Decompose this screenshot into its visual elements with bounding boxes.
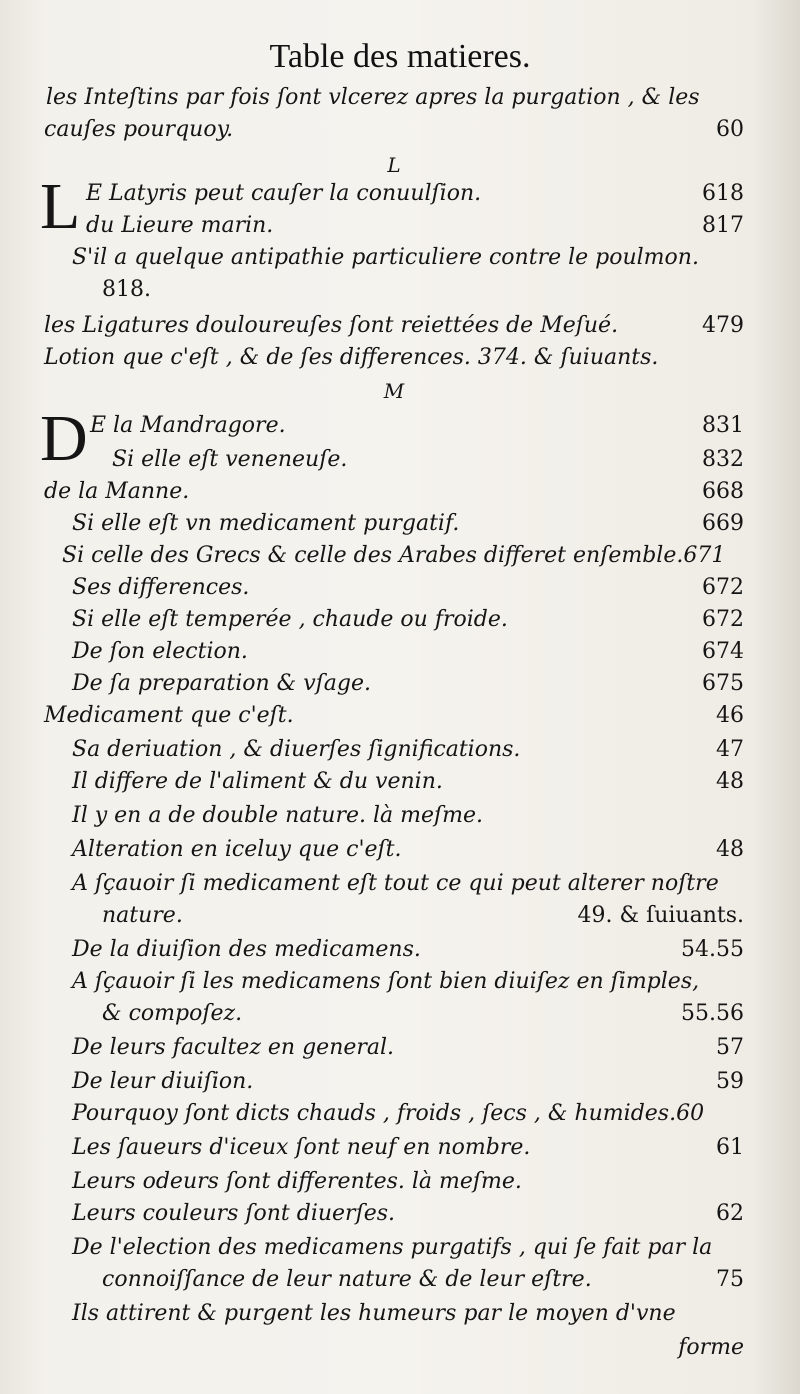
index-entry <box>44 1098 744 1130</box>
entry-page-number: 75 <box>716 1267 744 1292</box>
index-entry <box>44 636 744 668</box>
entry-text: E Latyris peut cauſer la conuulſion. <box>86 181 482 206</box>
index-entry <box>44 604 744 636</box>
index-entry <box>44 800 744 832</box>
entry-text: Lotion que c'eſt , & de ſes differences. 374. & ſuiuants. <box>44 345 659 370</box>
entry-page-number: 817 <box>702 213 744 238</box>
index-entry <box>44 274 744 306</box>
entry-text: de la Manne. <box>44 479 190 504</box>
catchword: forme <box>678 1335 744 1360</box>
entry-text: 818. <box>102 277 151 302</box>
index-entry <box>44 900 744 932</box>
index-entry <box>44 410 744 442</box>
entry-page-number: 672 <box>702 607 744 632</box>
entry-page-number: 669 <box>702 511 744 536</box>
index-entry <box>44 834 744 866</box>
entry-text: A ſçauoir ſi les medicamens ſont bien diuiſez en ſimples, <box>72 969 700 994</box>
drop-cap-d: D <box>40 402 88 475</box>
index-entry <box>44 998 744 1030</box>
entry-text: Ils attirent & purgent les humeurs par le moyen d'vne <box>72 1301 676 1326</box>
index-entry <box>44 868 744 900</box>
entry-page-number: 46 <box>716 703 744 728</box>
entry-text: Leurs couleurs ſont diuerſes. <box>72 1201 396 1226</box>
entry-text: Ses differences. <box>72 575 250 600</box>
index-entry <box>44 734 744 766</box>
section-letter-m: M <box>383 379 405 403</box>
entry-page-number: 48 <box>716 769 744 794</box>
entry-page-number: 49. & ſuiuants. <box>577 903 744 928</box>
index-entry <box>44 700 744 732</box>
entry-page-number: 832 <box>702 447 744 472</box>
entry-page-number: 47 <box>716 737 744 762</box>
entry-text: De leurs facultez en general. <box>72 1035 395 1060</box>
index-entry <box>44 242 744 274</box>
entry-text: E la Mandragore. <box>90 413 286 438</box>
index-entry <box>44 668 744 700</box>
entry-text: Si elle eſt veneneuſe. <box>112 447 348 472</box>
index-entry <box>44 1166 744 1198</box>
entry-page-number: 672 <box>702 575 744 600</box>
entry-text: De la diuiſion des medicamens. <box>72 937 421 962</box>
entry-page-number: 60 <box>716 117 744 142</box>
index-entry <box>44 476 744 508</box>
entry-page-number: 59 <box>716 1069 744 1094</box>
entry-text: cauſes pourquoy. <box>44 117 234 142</box>
index-entry <box>44 82 744 114</box>
index-entry <box>44 1132 744 1164</box>
index-entry <box>44 342 744 374</box>
entry-page-number: 668 <box>702 479 744 504</box>
index-entry <box>44 572 744 604</box>
index-entry <box>44 1032 744 1064</box>
index-entry <box>44 934 744 966</box>
index-entry <box>44 1066 744 1098</box>
drop-cap-l: L <box>40 170 81 243</box>
entry-text: Si celle des Grecs & celle des Arabes differet enſemble.671 <box>62 543 726 568</box>
entry-text: Si elle eſt vn medicament purgatif. <box>72 511 460 536</box>
entry-page-number: 54.55 <box>681 937 744 962</box>
index-entry <box>44 1232 744 1264</box>
entry-page-number: 479 <box>702 313 744 338</box>
entry-text: les Ligatures douloureuſes ſont reiettées de Meſué. <box>44 313 619 338</box>
entry-text: Alteration en iceluy que c'eſt. <box>72 837 402 862</box>
index-entry <box>44 1264 744 1296</box>
entry-text: du Lieure marin. <box>86 213 274 238</box>
entry-text: Pourquoy ſont dicts chauds , froids , ſecs , & humides.60 <box>72 1101 705 1126</box>
entry-page-number: 618 <box>702 181 744 206</box>
index-entry <box>44 1298 744 1330</box>
entry-text: De ſa preparation & vſage. <box>72 671 371 696</box>
index-entry <box>44 178 744 210</box>
entry-page-number: 55.56 <box>681 1001 744 1026</box>
index-entry <box>44 1332 744 1364</box>
index-entry <box>44 1198 744 1230</box>
entry-text: & compoſez. <box>102 1001 243 1026</box>
entry-text: Sa deriuation , & diuerſes ſignifications. <box>72 737 521 762</box>
entry-text: A ſçauoir ſi medicament eſt tout ce qui peut alterer noſtre <box>72 871 719 896</box>
index-entry <box>44 966 744 998</box>
entry-text: Leurs odeurs ſont differentes. là meſme. <box>72 1169 522 1194</box>
entry-page-number: 831 <box>702 413 744 438</box>
entry-text: les Inteſtins par fois ſont vlcerez apres la purgation , & les <box>46 85 700 110</box>
entry-text: Il differe de l'aliment & du venin. <box>72 769 443 794</box>
entry-text: S'il a quelque antipathie particuliere contre le poulmon. <box>72 245 699 270</box>
entry-text: Medicament que c'eſt. <box>44 703 294 728</box>
entry-text: connoiſſance de leur nature & de leur eſtre. <box>102 1267 592 1292</box>
index-entry <box>44 508 744 540</box>
index-entry <box>44 766 744 798</box>
entry-text: Les ſaueurs d'iceux ſont neuf en nombre. <box>72 1135 531 1160</box>
index-entry <box>44 444 744 476</box>
entry-text: Si elle eſt temperée , chaude ou froide. <box>72 607 508 632</box>
entry-page-number: 48 <box>716 837 744 862</box>
index-entry <box>44 310 744 342</box>
index-entry <box>44 114 744 146</box>
section-letter-l: L <box>387 153 401 177</box>
index-entry <box>44 540 744 572</box>
index-entry <box>44 210 744 242</box>
entry-page-number: 674 <box>702 639 744 664</box>
entry-text: Il y en a de double nature. là meſme. <box>72 803 484 828</box>
entry-page-number: 675 <box>702 671 744 696</box>
page-title: Table des matieres. <box>269 38 531 75</box>
entry-text: De l'election des medicamens purgatifs , qui ſe fait par la <box>72 1235 713 1260</box>
entry-text: nature. <box>102 903 183 928</box>
entry-text: De ſon election. <box>72 639 248 664</box>
entry-page-number: 62 <box>716 1201 744 1226</box>
entry-page-number: 61 <box>716 1135 744 1160</box>
entry-page-number: 57 <box>716 1035 744 1060</box>
entry-text: De leur diuiſion. <box>72 1069 254 1094</box>
